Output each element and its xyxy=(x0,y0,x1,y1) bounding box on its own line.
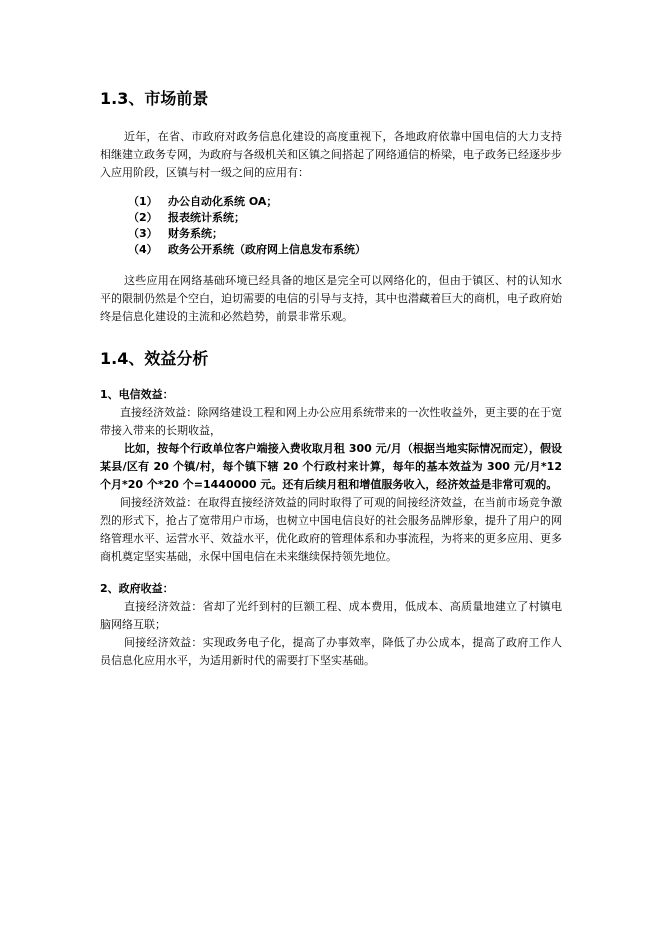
section-heading-market-outlook: 1.3、市场前景 xyxy=(100,89,209,108)
document-content xyxy=(100,88,562,670)
telecom-direct-benefit: 直接经济效益：除网络建设工程和网上办公应用系统带来的一次性收益外，更主要的在于宽带接入带来的长期收益， xyxy=(100,406,562,437)
market-conclusion-paragraph: 这些应用在网络基础环境已经具备的地区是完全可以网络化的，但由于镇区、村的认知水平的限制仍然是个空白，迫切需要的电信的引导与支持，其中也潜藏着巨大的商机，电子政府始终是信息化建设的主流和必然趋势，前景非常乐观。 xyxy=(100,274,562,323)
section-heading-benefit-analysis: 1.4、效益分析 xyxy=(100,349,209,368)
list-item: （4） 政务公开系统（政府网上信息发布系统） xyxy=(128,243,366,256)
market-intro-paragraph: 近年，在省、市政府对政务信息化建设的高度重视下，各地政府依靠中国电信的大力支持相继建立政务专网，为政府与各级机关和区镇之间搭起了网络通信的桥梁，电子政务已经逐步步入应用阶段，区镇与村一级之间的应用有： xyxy=(100,130,562,179)
government-indirect-benefit: 间接经济效益：实现政务电子化，提高了办事效率，降低了办公成本，提高了政府工作人员信息化应用水平，为适用新时代的需要打下坚实基础。 xyxy=(100,636,562,667)
list-item: （2） 报表统计系统； xyxy=(128,211,245,224)
telecom-benefit-title: 1、电信效益： xyxy=(100,388,174,401)
government-benefit-title: 2、政府收益： xyxy=(100,582,174,595)
government-direct-benefit: 直接经济效益：省却了光纤到村的巨额工程、成本费用，低成本、高质量地建立了村镇电脑网络互联； xyxy=(100,600,562,631)
application-list xyxy=(100,194,562,258)
list-item: （1） 办公自动化系统 OA； xyxy=(128,195,278,208)
telecom-revenue-calculation: 比如，按每个行政单位客户端接入费收取月租 300 元/月（根据当地实际情况而定），假设某县/区有 20 个镇/村，每个镇下辖 20 个行政村来计算，每年的基本效益为 300 元/月*12 个月*20 个*20 个=1440000 元。还有后续月租和增值服务收入，经济效益是非常可观的。 xyxy=(100,442,562,491)
telecom-indirect-benefit: 间接经济效益：在取得直接经济效益的同时取得了可观的间接经济效益，在当前市场竞争激烈的形式下，抢占了宽带用户市场，也树立中国电信良好的社会服务品牌形象，提升了用户的网络管理水平、运营水平、效益水平，优化政府的管理体系和办事流程，为将来的更多应用、更多商机奠定坚实基础，永保中国电信在未来继续保持领先地位。 xyxy=(100,496,562,563)
list-item: （3） 财务系统； xyxy=(128,227,223,240)
